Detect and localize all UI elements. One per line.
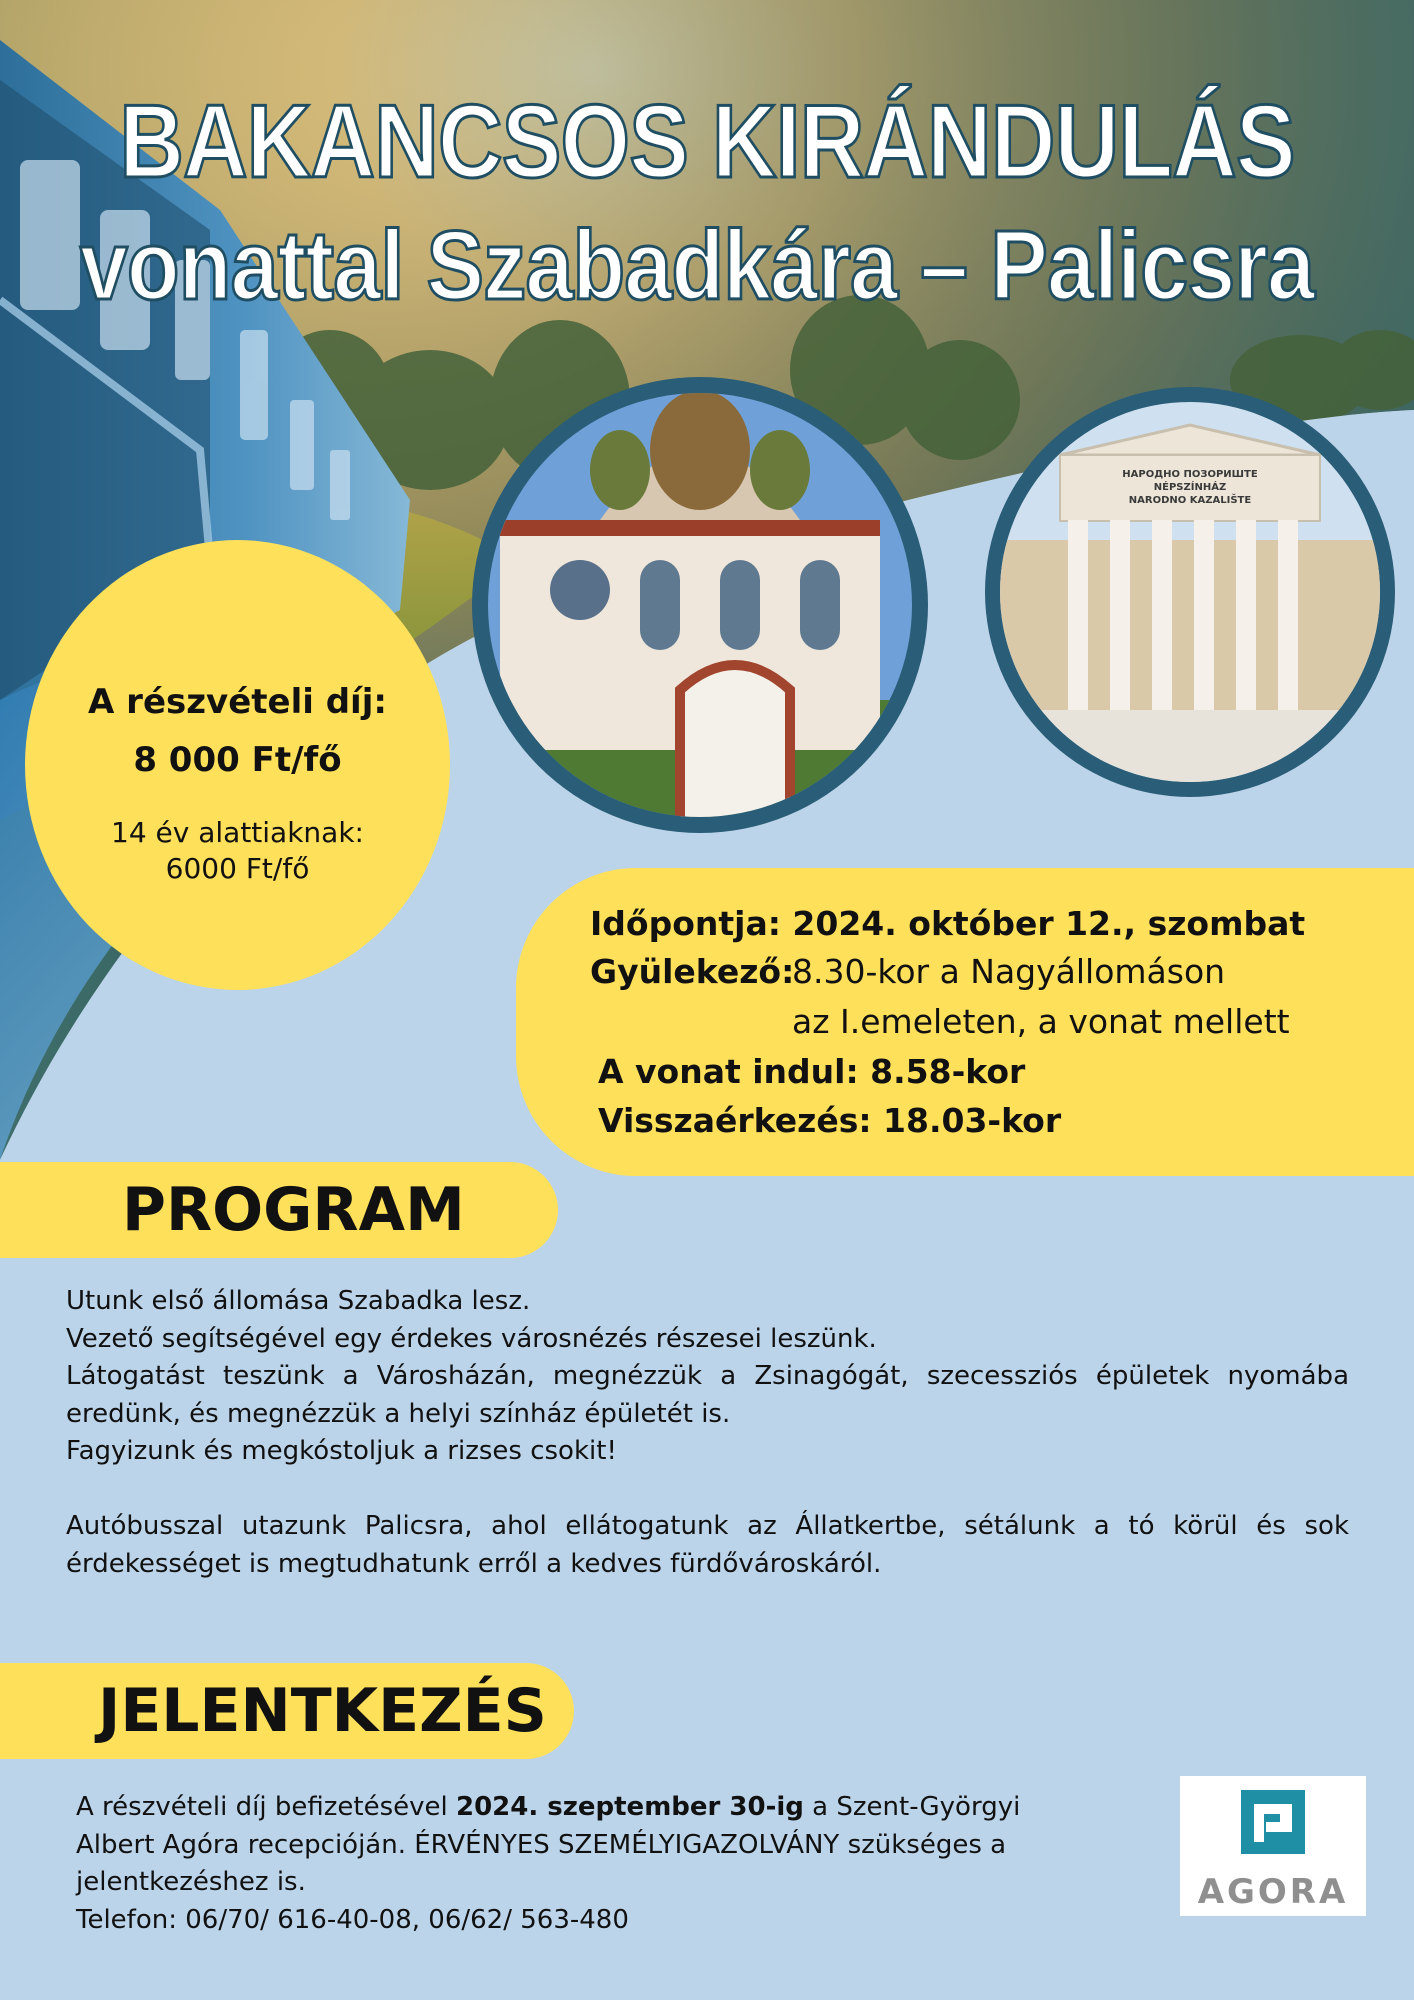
program-banner [0, 1162, 558, 1258]
phone-line: Telefon: 06/70/ 616-40-08, 06/62/ 563-480 [76, 1904, 629, 1935]
title-line-1: BAKANCSOS KIRÁNDULÁS [119, 84, 1295, 200]
registration-heading: JELENTKEZÉS [98, 1676, 547, 1746]
program-paragraph: Vezető segítségével egy érdekes városnézés részesei leszünk. [66, 1323, 877, 1354]
theatre-sign-line: НАРОДНО ПОЗОРИШТЕ [1122, 469, 1258, 480]
theatre-sign-line: NARODNO KAZALIŠTE [1128, 495, 1252, 506]
gathering-label: Gyülekező: [590, 952, 795, 991]
program-text-palics [66, 1508, 1349, 1583]
theatre-sign-line: NÉPSZÍNHÁZ [1153, 482, 1227, 493]
agora-logo-text: AGORA [1197, 1872, 1349, 1912]
departure-line: A vonat indul: 8.58-kor [598, 1052, 1026, 1091]
price-value: 8 000 Ft/fő [133, 740, 342, 780]
program-text [66, 1283, 1349, 1471]
return-line: Visszaérkezés: 18.03-kor [598, 1101, 1062, 1140]
title-line-2: vonattal Szabadkára – Palicsra [79, 210, 1315, 320]
registration-text-end: a Szent-Györgyi Albert Agóra recepcióján. ÉRVÉNYES SZEMÉLYIGAZOLVÁNY szükséges a jelentkezéshez is. [76, 1792, 1021, 1897]
child-price-label: 14 év alattiaknak: [111, 816, 364, 849]
gathering-value: 8.30-kor a Nagyállomáson [792, 952, 1226, 991]
agora-logo [1180, 1776, 1366, 1916]
theatre-sign [1100, 468, 1280, 507]
registration-deadline: 2024. szeptember 30-ig [455, 1792, 804, 1822]
registration-text-start: A részvételi díj befizetésével [76, 1792, 456, 1822]
schedule-box [516, 868, 1414, 1176]
price-circle [25, 540, 450, 990]
registration-paragraph [76, 1789, 1076, 1902]
program-paragraph: Autóbusszal utazunk Palicsra, ahol ellátogatunk az Állatkertbe, sétálunk a tó körül és sok érdekességet is megtudhatunk erről a kedves fürdővároskáról. [66, 1511, 1349, 1579]
gathering-value: az I.emeleten, a vonat mellett [792, 1002, 1290, 1041]
date-line: Időpontja: 2024. október 12., szombat [590, 904, 1306, 943]
registration-banner [0, 1663, 574, 1759]
program-paragraph: Fagyizunk és megkóstoljuk a rizses csokit! [66, 1436, 617, 1466]
program-paragraph: Látogatást teszünk a Városházán, megnézzük a Zsinagógát, szecessziós épületek nyomába eredünk, és megnézzük a helyi színház épületét is. [66, 1361, 1349, 1429]
registration-text [76, 1789, 1076, 1939]
program-paragraph: Utunk első állomása Szabadka lesz. [66, 1286, 531, 1316]
program-heading: PROGRAM [122, 1175, 465, 1245]
child-price-value: 6000 Ft/fő [165, 852, 310, 885]
price-label: A részvételi díj: [88, 682, 387, 722]
